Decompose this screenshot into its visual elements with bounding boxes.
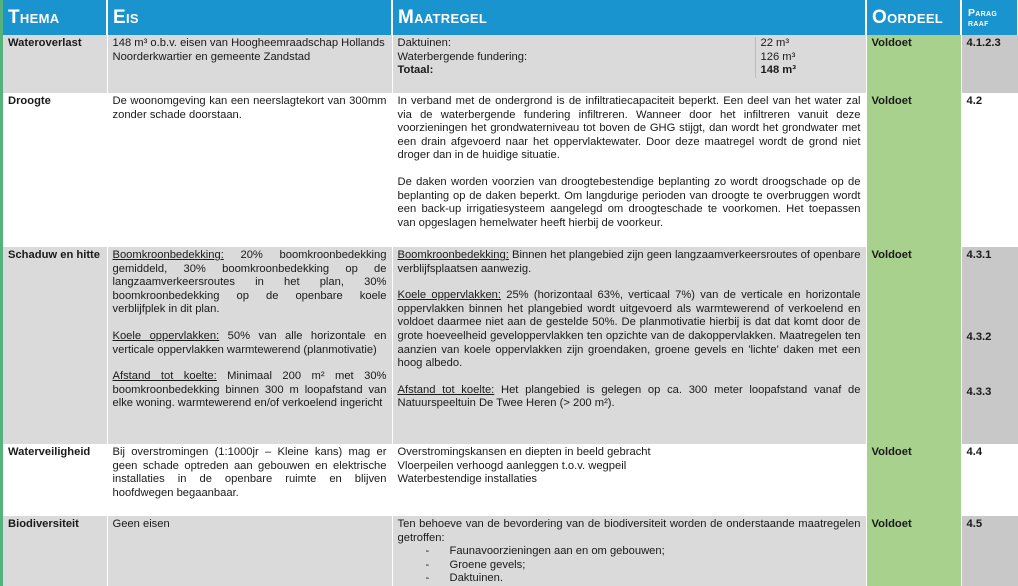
table-row-waterveiligheid (3, 444, 1018, 516)
thema-cell: Schaduw en hitte (3, 247, 107, 444)
maatregel-paragraph (398, 249, 861, 276)
maatregel-text: Het plangebied is gelegen op ca. 300 meter loopafstand vanaf de Natuurspeeltuin De Twee Heren (> 200 m²). (397, 383, 861, 410)
paragraaf-cell: 4.5 (961, 516, 1018, 586)
oordeel-cell: Voldoet (866, 93, 961, 247)
eis-cell: De woonomgeving kan een neerslagtekort van 300mm zonder schade doorstaan. (107, 93, 392, 247)
maatregel-label: Koele oppervlakken: (397, 289, 501, 302)
paragraaf-cell: 4.4 (961, 444, 1018, 516)
maatregel-list (398, 545, 861, 586)
paragraaf-ref: 4.3.1 (966, 249, 992, 261)
eis-cell: Geen eisen (107, 516, 392, 586)
list-item: - Daktuinen. (426, 572, 861, 586)
maatregel-line: Vloerpeilen verhoogd aanleggen t.o.v. wegpeil (397, 459, 627, 472)
eis-label: Afstand tot koelte: (112, 370, 217, 383)
eis-label: Koele oppervlakken: (112, 329, 220, 342)
maatregel-paragraph: De daken worden voorzien van droogtebestendige beplanting zo wordt droogschade op de beplanting op de daken beperkt. Om langdurige perioden van droogte te overbruggen wordt een back-up irrigatiesysteem aangelegd om droogteschade te voorkomen. Het toepassen van opgeslagen hemelwater heeft hierbij de voorkeur. (397, 175, 861, 229)
storage-item-label: Waterbergende fundering: (397, 50, 528, 63)
maatregel-cell (392, 516, 866, 586)
storage-total-row (398, 64, 861, 78)
storage-item-row (398, 37, 861, 51)
oordeel-cell: Voldoet (866, 444, 961, 516)
eis-cell: Bij overstromingen (1:1000jr – Kleine kans) mag er geen schade optreden aan gebouwen en elektrische installaties in de openbare ruimte en blijven hoofdwegen begaanbaar. (107, 444, 392, 516)
maatregel-text: 25% (horizontaal 63%, verticaal 7%) van de verticale en horizontale oppervlakken binnen het plangebied wordt uitgevoerd als warmtewerend of verkoelend en voldoet daarmee niet aan de gestelde 50%. De planmotivatie hierbij is dat dat komt door de grote hoeveelheid geveloppervlakken ten opzichte van de dakoppervlakken. Maatregelen ten aanzien van koele oppervlakken zijn groendaken, groene gevels en 'lichte' daken met een hoog albedo. (397, 289, 861, 370)
header-thema: Thema (3, 0, 107, 35)
header-paragraaf (961, 0, 1018, 35)
maatregel-intro: Ten behoeve van de bevordering van de biodiversiteit worden de onderstaande maatregelen getroffen: (397, 518, 861, 544)
list-item: - Groene gevels; (426, 559, 861, 573)
storage-item-label: Daktuinen: (397, 37, 451, 49)
eis-text: 20% boomkroonbedekking gemiddeld, 30% boomkroonbedekking op de langzaamverkeersroutes in het plan, 30% boomkroonbedekking op de openbare koele verblijfplek in dit plan. (112, 249, 387, 316)
eis-label: Boomkroonbedekking: (112, 249, 224, 261)
eis-paragraph (113, 249, 387, 317)
oordeel-cell: Voldoet (866, 35, 961, 93)
paragraaf-cell (961, 247, 1018, 444)
header-eis: Eis (107, 0, 392, 35)
oordeel-cell: Voldoet (866, 516, 961, 586)
storage-total-value: 148 m³ (755, 64, 861, 78)
thema-cell: Biodiversiteit (3, 516, 107, 586)
eis-cell (107, 247, 392, 444)
header-paragraaf-line2: raaf (968, 16, 989, 29)
maatregel-cell (392, 35, 866, 93)
thema-cell: Droogte (3, 93, 107, 247)
table-header-row (3, 0, 1018, 35)
maatregel-text: Binnen het plangebied zijn geen langzaamverkeersroutes of openbare verblijfsplaatsen aanwezig. (397, 249, 861, 275)
table-row-biodiversiteit (3, 516, 1018, 586)
header-paragraaf-line1: Parag (968, 6, 998, 19)
storage-item-row (398, 51, 861, 65)
paragraaf-ref: 4.3.3 (966, 386, 992, 399)
storage-item-value: 22 m³ (755, 37, 861, 51)
header-oordeel: Oordeel (866, 0, 961, 35)
oordeel-cell: Voldoet (866, 247, 961, 444)
requirements-table (3, 0, 1018, 586)
maatregel-label: Boomkroonbedekking: (397, 249, 509, 261)
thema-cell: Waterveiligheid (3, 444, 107, 516)
maatregel-paragraph: In verband met de ondergrond is de infiltratiecapaciteit beperkt. Een deel van het water zal via de waterbergende fundering infiltreren. Wanneer door het infiltreren vanuit deze voorzieningen het grondwaterniveau tot boven de GHG stijgt, dan wordt het grondwater met een drain afgevoerd naar het oppervlaktewater. Door deze maatregel wordt de grond niet droger dan in de huidige situatie. (397, 95, 861, 162)
eis-text: Minimaal 200 m² met 30% boomkroonbedekking binnen 300 m loopafstand van elke woning. warmtewerend en/of verkoelend ingericht (112, 370, 387, 410)
maatregel-label: Afstand tot koelte: (397, 383, 495, 396)
maatregel-line: Overstromingskansen en diepten in beeld gebracht (397, 446, 651, 458)
table-row-schaduw-en-hitte (3, 247, 1018, 444)
maatregel-line: Waterbestendige installaties (397, 473, 538, 486)
maatregel-cell (392, 93, 866, 247)
maatregel-paragraph (398, 384, 861, 411)
list-item: - Faunavoorzieningen aan en om gebouwen; (426, 545, 861, 559)
maatregel-paragraph (398, 289, 861, 371)
table-row-wateroverlast (3, 35, 1018, 93)
eis-paragraph (113, 330, 387, 357)
eis-text: 50% van alle horizontale en verticale oppervlakken warmtewerend (planmotivatie) (112, 329, 387, 356)
paragraaf-cell: 4.2 (961, 93, 1018, 247)
eis-cell: 148 m³ o.b.v. eisen van Hoogheemraadschap Hollands Noorderkwartier en gemeente Zandstad (107, 35, 392, 93)
paragraaf-ref: 4.3.2 (966, 330, 992, 343)
storage-total-label: Totaal: (397, 64, 434, 77)
paragraaf-cell: 4.1.2.3 (961, 35, 1018, 93)
thema-cell: Wateroverlast (3, 35, 107, 93)
storage-item-value: 126 m³ (755, 51, 861, 65)
maatregel-cell (392, 247, 866, 444)
header-maatregel: Maatregel (392, 0, 866, 35)
table-row-droogte (3, 93, 1018, 247)
maatregel-cell (392, 444, 866, 516)
eis-paragraph (113, 370, 387, 411)
